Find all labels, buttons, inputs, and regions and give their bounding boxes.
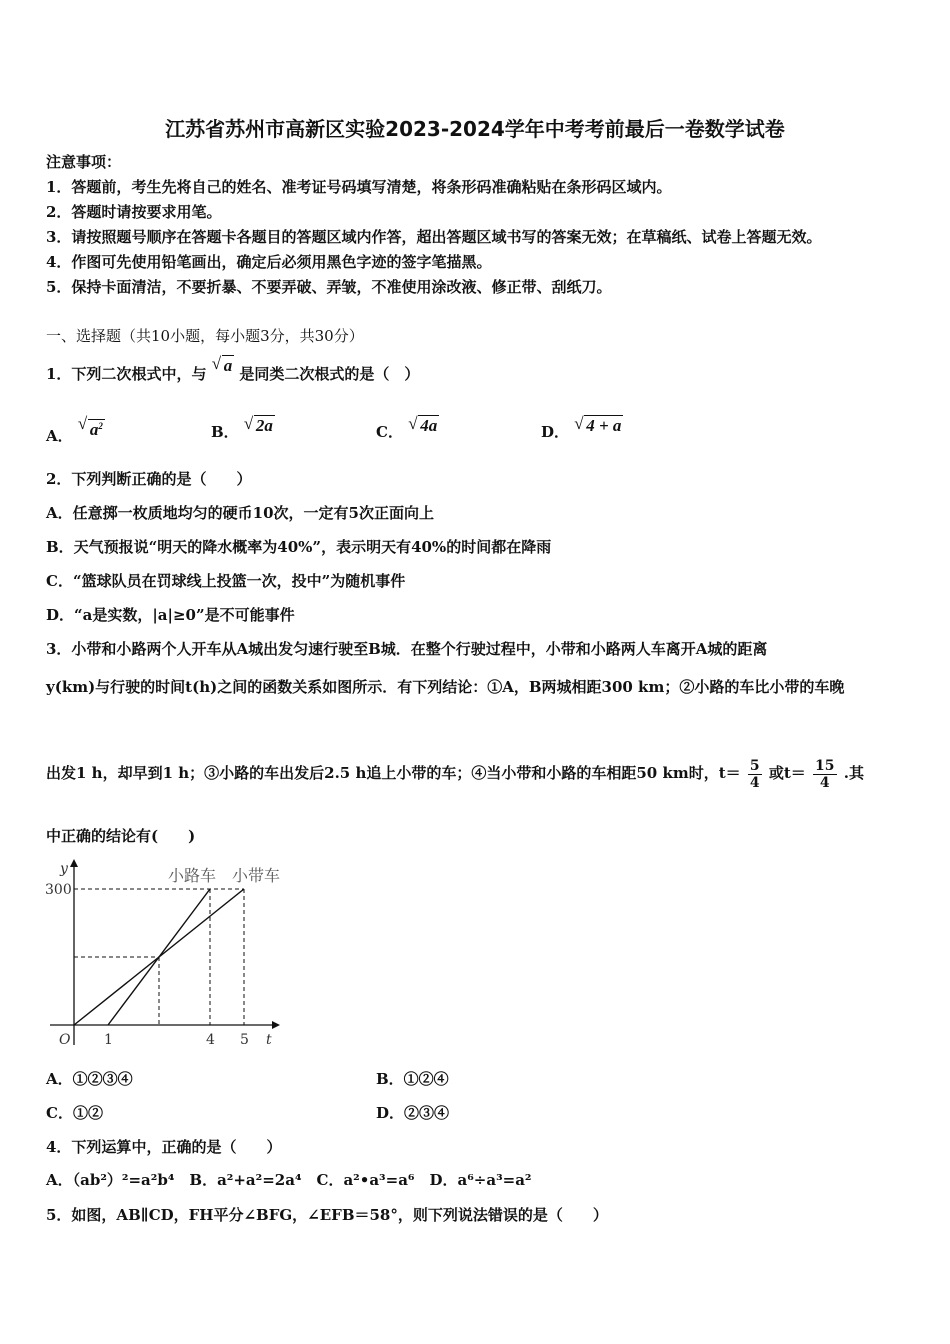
option-radicand: a	[89, 420, 99, 439]
note-item: 4．作图可先使用铅笔画出，确定后必须用黑色字迹的签字笔描黑。	[46, 253, 492, 271]
y-tick-label: 300	[45, 882, 72, 898]
q2-option-a[interactable]: A．任意掷一枚质地均匀的硬币10次，一定有5次正面向上	[46, 504, 434, 522]
q1-radicand: a	[223, 356, 233, 375]
q1-radical: √ a	[211, 354, 233, 375]
notes-heading: 注意事项：	[46, 153, 122, 171]
series-lines	[74, 889, 244, 1025]
q4-options[interactable]: A．（ab²）²=a²b⁴ B．a²+a²=2a⁴ C．a²•a³=a⁶ D．a⁶÷a³=a²	[46, 1171, 532, 1189]
option-radical: √ $a^2$	[77, 414, 103, 439]
distance-time-graph	[40, 855, 300, 1050]
q1-option-d[interactable]	[541, 414, 623, 442]
option-label: D．	[541, 423, 570, 441]
fraction-numerator: 5	[749, 757, 760, 774]
q2-option-b[interactable]: B．天气预报说“明天的降水概率为40%”，表示明天有40%的时间都在降雨	[46, 538, 552, 556]
q3-option-c[interactable]: C．①②	[46, 1104, 103, 1122]
fraction-denominator: 4	[819, 774, 830, 791]
option-radicand: 2a	[255, 416, 273, 435]
q3-option-b[interactable]: B．①②④	[376, 1070, 449, 1088]
question-3-line4: 中正确的结论有( )	[46, 827, 196, 845]
note-item: 1．答题前，考生先将自己的姓名、准考证号码填写清楚，将条形码准确粘贴在条形码区域内。	[46, 178, 672, 196]
q1-pre: 1．下列二次根式中，与	[46, 365, 207, 383]
q1-option-c[interactable]	[376, 414, 439, 442]
x-tick-label: 4	[206, 1032, 215, 1048]
x-axis-label: t	[266, 1032, 272, 1048]
option-label: A．	[46, 427, 73, 445]
question-3-line2: y(km)与行驶的时间t(h)之间的函数关系如图所示．有下列结论：①A，B两城相距300 km；②小路的车比小带的车晚	[46, 678, 845, 696]
question-5-stem: 5．如图，AB∥CD，FH平分∠BFG，∠EFB＝58°，则下列说法错误的是（ ）	[46, 1206, 608, 1224]
y-axis-label: y	[60, 861, 68, 877]
fraction-denominator: 4	[749, 774, 760, 791]
x-tick-label: 5	[240, 1032, 249, 1048]
fraction-15-4	[813, 758, 836, 791]
note-item: 5．保持卡面清洁，不要折暴、不要弄破、弄皱，不准使用涂改液、修正带、刮纸刀。	[46, 278, 612, 296]
note-item: 3．请按照题号顺序在答题卡各题目的答题区域内作答，超出答题区域书写的答案无效；在草稿纸、试卷上答题无效。	[46, 228, 822, 246]
option-radicand: 4 + a	[586, 416, 622, 435]
q3-text-c: .其	[843, 764, 864, 782]
q1-option-b[interactable]	[211, 414, 275, 442]
y-axis-arrow	[70, 859, 78, 867]
origin-label: O	[59, 1032, 71, 1048]
series-line-xiaodai	[74, 889, 244, 1025]
page-title: 江苏省苏州市高新区实验2023-2024学年中考考前最后一卷数学试卷	[165, 117, 785, 141]
fraction-5-4	[748, 758, 762, 791]
x-axis-arrow	[272, 1021, 280, 1029]
option-exponent: 2	[98, 421, 103, 431]
question-3-line3	[46, 744, 864, 802]
q3-option-a[interactable]: A．①②③④	[46, 1070, 133, 1088]
q1-option-a[interactable]	[46, 414, 105, 446]
option-radical: √ 4a	[408, 414, 438, 435]
question-3-line1: 3．小带和小路两个人开车从A城出发匀速行驶至B城．在整个行驶过程中，小带和小路两人车离开A城的距离	[46, 640, 768, 658]
question-4-stem: 4．下列运算中，正确的是（ ）	[46, 1138, 282, 1156]
option-radicand: 4a	[420, 416, 438, 435]
question-1-stem	[46, 354, 420, 384]
q3-option-d[interactable]: D．②③④	[376, 1104, 450, 1122]
series-label-xiaolu: 小路车	[168, 866, 217, 885]
question-2-stem: 2．下列判断正确的是（ ）	[46, 470, 252, 488]
section-heading: 一、选择题（共10小题，每小题3分，共30分）	[46, 327, 364, 345]
q2-option-d[interactable]: D．“a是实数，|a|≥0”是不可能事件	[46, 606, 295, 624]
option-label: B．	[211, 423, 239, 441]
fraction-numerator: 15	[815, 757, 835, 774]
option-radical: √ 4 + a	[574, 414, 622, 435]
q3-text-b: 或t＝	[768, 764, 806, 782]
q2-option-c[interactable]: C．“篮球队员在罚球线上投篮一次，投中”为随机事件	[46, 572, 406, 590]
option-label: C．	[376, 423, 403, 441]
q3-text-a: 出发1 h，却早到1 h；③小路的车出发后2.5 h追上小带的车；④当小带和小路的车相距50 km时，t＝	[46, 764, 741, 782]
x-tick-label: 1	[104, 1032, 113, 1048]
series-label-xiaodai: 小带车	[232, 866, 281, 885]
note-item: 2．答题时请按要求用笔。	[46, 203, 222, 221]
q1-post: 是同类二次根式的是（ ）	[239, 365, 420, 383]
option-radical: √ 2a	[243, 414, 273, 435]
